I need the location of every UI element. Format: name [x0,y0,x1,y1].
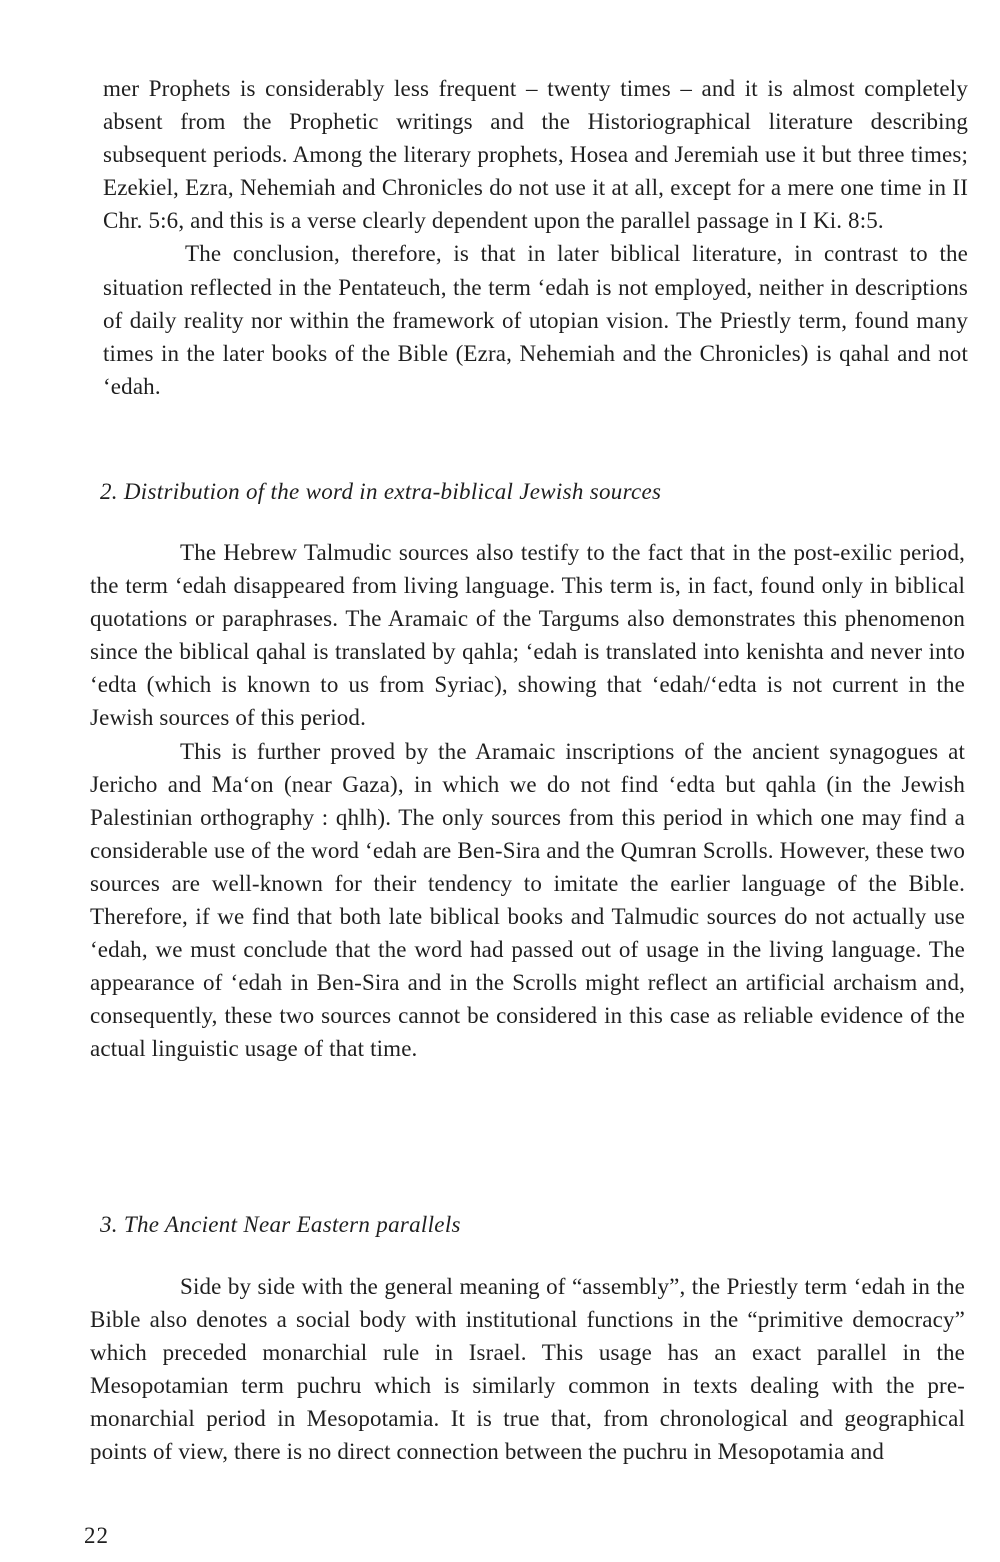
paragraph: The Hebrew Talmudic sources also testify to the fact that in the post-exilic period, the term ‘edah disappeared from living language. This term is, in fact, found only in biblical quotations or paraphrases. The Aramaic of the Targums also demonstrates this phenomenon since the biblical qahal is translated by qahla; ‘edah is translated into kenishta and never into ‘edta (which is known to us from Syriac), showing that ‘edah/‘edta is not current in the Jewish sources of this period. [90,540,965,731]
section-3-heading: 3. The Ancient Near Eastern parallels [100,1212,461,1237]
paragraph: The conclusion, therefore, is that in later biblical literature, in contrast to the situation reflected in the Pentateuch, the term ‘edah is not employed, neither in descriptions of daily reality nor within the framework of utopian vision. The Priestly term, found many times in the later books of the Bible (Ezra, Nehemiah and the Chronicles) is qahal and not ‘edah. [103,241,968,399]
section-2-heading: 2. Distribution of the word in extra-biblical Jewish sources [100,479,662,504]
paragraph: mer Prophets is considerably less frequent – twenty times – and it is almost completely absent from the Prophetic writings and the Historiographical literature describing subsequent periods. Among the literary prophets, Hosea and Jeremiah use it but three times; Ezekiel, Ezra, Nehemiah and Chronicles do not use it at all, except for a mere one time in II Chr. 5:6, and this is a verse clearly dependent upon the parallel passage in I Ki. 8:5. [103,76,968,234]
page-number: 22 [84,1523,109,1548]
section-1-body [103,72,968,403]
section-3-body [90,1270,965,1469]
paragraph: This is further proved by the Aramaic inscriptions of the ancient synagogues at Jericho and Ma‘on (near Gaza), in which we do not find ‘edta but qahla (in the Jewish Palestinian orthography : qhlh). The only sources from this period in which one may find a considerable use of the word ‘edah are Ben-Sira and the Qumran Scrolls. However, these two sources are well-known for their tendency to imitate the earlier language of the Bible. Therefore, if we find that both late biblical books and Talmudic sources do not actually use ‘edah, we must conclude that the word had passed out of usage in the living language. The appearance of ‘edah in Ben-Sira and in the Scrolls might reflect an artificial archaism and, consequently, these two sources cannot be considered in this case as reliable evidence of the actual linguistic usage of that time. [90,738,965,1062]
paragraph: Side by side with the general meaning of “assembly”, the Priestly term ‘edah in the Bible also denotes a social body with institutional functions in the “primitive democracy” which preceded monarchial rule in Israel. This usage has an exact parallel in the Mesopotamian term puchru which is similarly common in texts dealing with the pre-monarchial period in Mesopotamia. It is true that, from chronological and geographical points of view, there is no direct connection between the puchru in Mesopotamia and [90,1274,965,1465]
section-2-body [90,536,965,1066]
